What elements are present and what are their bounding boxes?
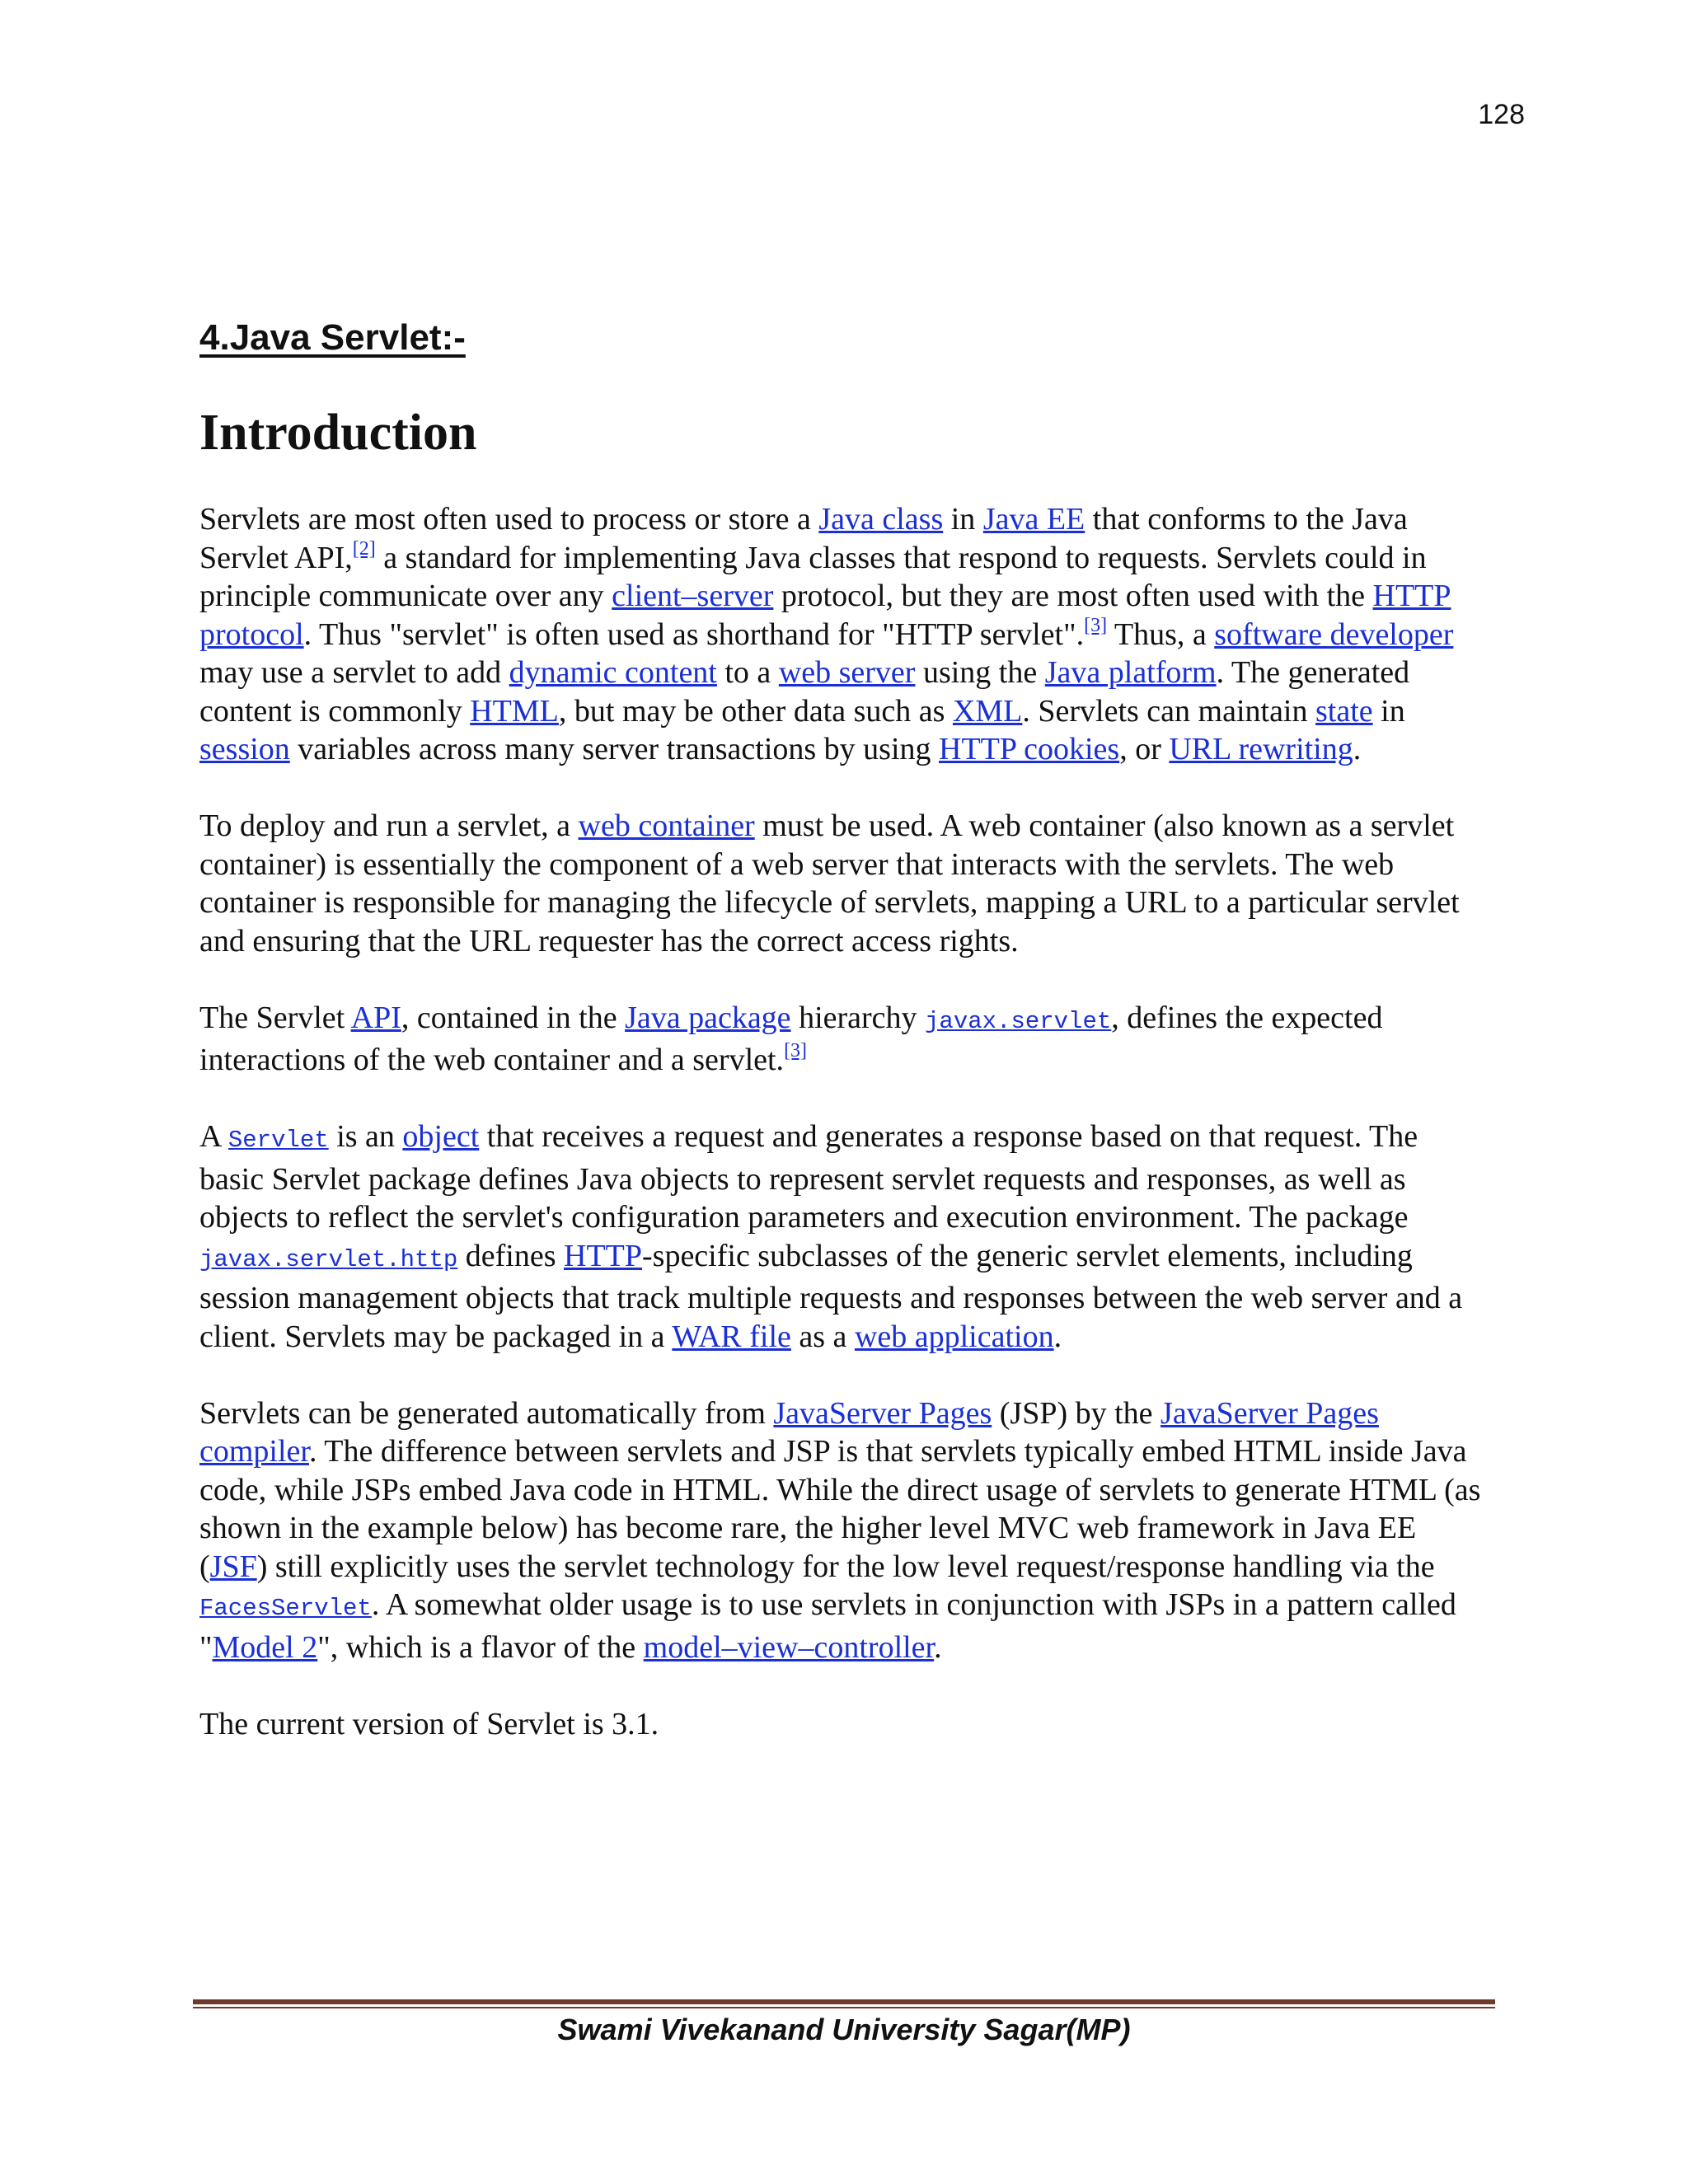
link-xml[interactable]: XML — [952, 693, 1023, 729]
reference-2[interactable]: [2] — [352, 537, 376, 560]
link-http[interactable]: HTTP — [564, 1238, 642, 1273]
text: using the — [915, 655, 1045, 690]
link-java-package[interactable]: Java package — [625, 1000, 791, 1035]
code-link-javax-servlet-http[interactable]: javax.servlet.http — [199, 1245, 458, 1273]
link-object[interactable]: object — [402, 1119, 480, 1154]
paragraph-2 — [199, 807, 1485, 960]
text: ", which is a flavor of the — [317, 1629, 644, 1665]
text: , contained in the — [401, 1000, 626, 1035]
text: (JSP) by the — [992, 1395, 1161, 1431]
text: , or — [1119, 732, 1170, 766]
link-web-application[interactable]: web application — [854, 1319, 1054, 1354]
text: hierarchy — [790, 1000, 926, 1035]
link-war-file[interactable]: WAR file — [672, 1319, 791, 1354]
text: that conforms to the Java Servlet API, — [199, 502, 1408, 575]
link-mvc[interactable]: model–view–controller — [643, 1629, 935, 1665]
link-api[interactable]: API — [350, 1000, 401, 1035]
text: , defines the expected interactions of the web container and a servlet. — [199, 1000, 1383, 1077]
text: to a — [716, 655, 779, 690]
text: . Servlets can maintain — [1022, 693, 1315, 729]
text: variables across many server transactions by using — [289, 732, 940, 766]
document-body — [199, 500, 1485, 1782]
code-link-facesservlet[interactable]: FacesServlet — [199, 1595, 372, 1622]
text: A — [199, 1119, 228, 1154]
code-link-servlet[interactable]: Servlet — [227, 1127, 329, 1154]
footer-university: Swami Vivekanand University Sagar(MP) — [557, 2013, 1131, 2046]
link-html[interactable]: HTML — [470, 693, 559, 729]
text: a standard for implementing Java classes that respond to requests. Servlets could in principle communicate over any — [199, 540, 1427, 613]
paragraph-1 — [199, 500, 1485, 769]
text: that receives a request and generates a response based on that request. The basic Servlet package defines Java objects to represent servlet requests and responses, as well as objects to reflect the servlet's configuration parameters and execution environment. The package — [199, 1119, 1418, 1235]
link-jsp-compiler[interactable]: JavaServer Pages compiler — [199, 1395, 1379, 1469]
text: is an — [328, 1119, 403, 1154]
code-link-javax-servlet[interactable]: javax.servlet — [925, 1007, 1112, 1035]
footer-divider — [193, 1999, 1495, 2008]
paragraph-4 — [199, 1118, 1485, 1356]
link-software-developer[interactable]: software developer — [1214, 616, 1454, 652]
link-http-protocol[interactable]: HTTP protocol — [199, 579, 1451, 652]
reference-3[interactable]: [3] — [1084, 614, 1108, 636]
link-web-server[interactable]: web server — [778, 655, 916, 690]
text: ) still explicitly uses the servlet technology for the low level request/response handling via the — [256, 1549, 1435, 1584]
text: , but may be other data such as — [558, 693, 953, 729]
link-jsf[interactable]: JSF — [209, 1549, 257, 1584]
text: defines — [457, 1238, 564, 1273]
text: protocol, but they are most often used with the — [773, 579, 1373, 613]
section-heading: 4.Java Servlet:- — [199, 317, 466, 358]
link-url-rewriting[interactable]: URL rewriting — [1169, 732, 1353, 766]
text: in — [943, 502, 983, 537]
text: as a — [790, 1319, 855, 1354]
text: . The generated content is commonly — [199, 655, 1410, 729]
link-java-class[interactable]: Java class — [818, 502, 944, 537]
text: Thus, a — [1107, 616, 1215, 652]
link-http-cookies[interactable]: HTTP cookies — [939, 732, 1120, 766]
link-web-container[interactable]: web container — [578, 808, 755, 843]
link-client-server[interactable]: client–server — [612, 579, 774, 613]
text: in — [1372, 693, 1405, 729]
link-javaserver-pages[interactable]: JavaServer Pages — [773, 1395, 992, 1431]
link-java-ee[interactable]: Java EE — [982, 502, 1085, 537]
text: . The difference between servlets and JSP is that servlets typically embed HTML inside Java code, while JSPs embed Java code in HTML. While the direct usage of servlets to generate HTML (as shown in the example below) has become rare, the higher level MVC web framework in Java EE ( — [199, 1434, 1481, 1584]
text: -specific subclasses of the generic servlet elements, including session management objects that track multiple requests and responses between the web server and a client. Servlets may be packaged in a — [199, 1238, 1463, 1354]
text: The Servlet — [199, 1000, 351, 1035]
text: The current version of Servlet is 3.1. — [199, 1706, 659, 1741]
text: . — [1353, 732, 1362, 766]
text: . — [934, 1629, 942, 1665]
link-state[interactable]: state — [1315, 693, 1373, 729]
text: . A somewhat older usage is to use servlets in conjunction with JSPs in a pattern called " — [199, 1587, 1456, 1665]
text: must be used. A web container (also known as a servlet container) is essentially the component of a web server that interacts with the servlets. The web container is responsible for managing the lifecycle of servlets, mapping a URL to a particular servlet and ensuring that the URL requester has the correct access rights. — [199, 808, 1460, 958]
paragraph-5 — [199, 1394, 1485, 1667]
page-number: 128 — [1478, 99, 1525, 130]
paragraph-3 — [199, 999, 1485, 1080]
text: Servlets can be generated automatically from — [199, 1395, 774, 1431]
link-dynamic-content[interactable]: dynamic content — [509, 655, 717, 690]
text: may use a servlet to add — [199, 655, 509, 690]
text: . — [1053, 1319, 1062, 1354]
text: . Thus "servlet" is often used as shorthand for "HTTP servlet". — [303, 616, 1085, 652]
link-java-platform[interactable]: Java platform — [1044, 655, 1217, 690]
paragraph-6 — [199, 1705, 1485, 1744]
link-session[interactable]: session — [199, 732, 290, 766]
reference-3[interactable]: [3] — [784, 1040, 808, 1062]
page-title: Introduction — [199, 405, 477, 461]
text: To deploy and run a servlet, a — [199, 808, 579, 843]
link-model-2[interactable]: Model 2 — [212, 1629, 318, 1665]
text: Servlets are most often used to process or store a — [199, 502, 819, 537]
